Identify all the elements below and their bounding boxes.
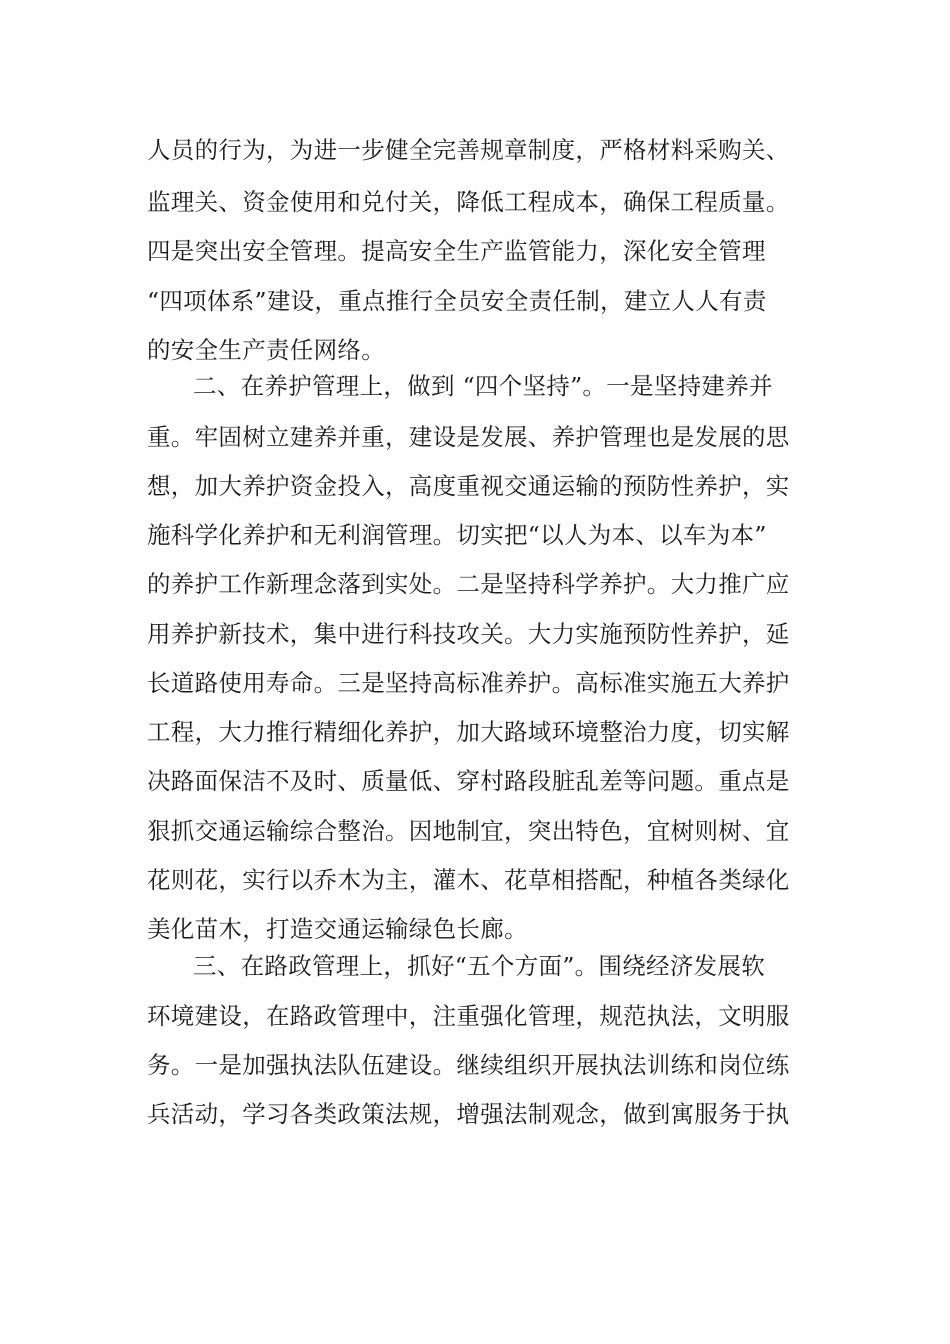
text-line: 美化苗木，打造交通运输绿色长廊。 — [147, 915, 528, 943]
text-line: 务。一是加强执法队伍建设。继续组织开展执法训练和岗位练 — [147, 1051, 790, 1079]
text-line: 决路面保洁不及时、质量低、穿村路段脏乱差等问题。重点是 — [147, 767, 790, 795]
text-line: 花则花，实行以乔木为主，灌木、花草相搭配，种植各类绿化 — [147, 866, 790, 894]
text-line: 重。牢固树立建养并重，建设是发展、养护管理也是发展的思 — [147, 423, 790, 451]
text-line: 长道路使用寿命。三是坚持高标准养护。高标准实施五大养护 — [147, 669, 790, 697]
text-line: 三、在路政管理上，抓好“五个方面”。围绕经济发展软 — [193, 952, 766, 980]
text-line: 的安全生产责任网络。 — [147, 336, 385, 364]
text-line: 的养护工作新理念落到实处。二是坚持科学养护。大力推广应 — [147, 570, 790, 598]
text-line: 想，加大养护资金投入，高度重视交通运输的预防性养护，实 — [147, 472, 790, 500]
text-line: 监理关、资金使用和兑付关，降低工程成本，确保工程质量。 — [147, 188, 790, 216]
text-line: 狠抓交通运输综合整治。因地制宜，突出特色，宜树则树、宜 — [147, 817, 790, 845]
text-line: 用养护新技术，集中进行科技攻关。大力实施预防性养护，延 — [147, 620, 790, 648]
text-line: “四项体系”建设，重点推行全员安全责任制，建立人人有责 — [147, 287, 767, 315]
text-line: 环境建设，在路政管理中，注重强化管理，规范执法，文明服 — [147, 1002, 790, 1030]
text-line: 二、在养护管理上，做到 “四个坚持”。一是坚持建养并 — [193, 372, 773, 400]
text-line: 兵活动，学习各类政策法规，增强法制观念，做到寓服务于执 — [147, 1100, 790, 1128]
text-line: 施科学化养护和无利润管理。切实把“以人为本、以车为本” — [147, 521, 767, 549]
text-line: 四是突出安全管理。提高安全生产监管能力，深化安全管理 — [147, 237, 766, 265]
text-line: 工程，大力推行精细化养护，加大路域环境整治力度，切实解 — [147, 718, 790, 746]
text-line: 人员的行为，为进一步健全完善规章制度，严格材料采购关、 — [147, 136, 790, 164]
